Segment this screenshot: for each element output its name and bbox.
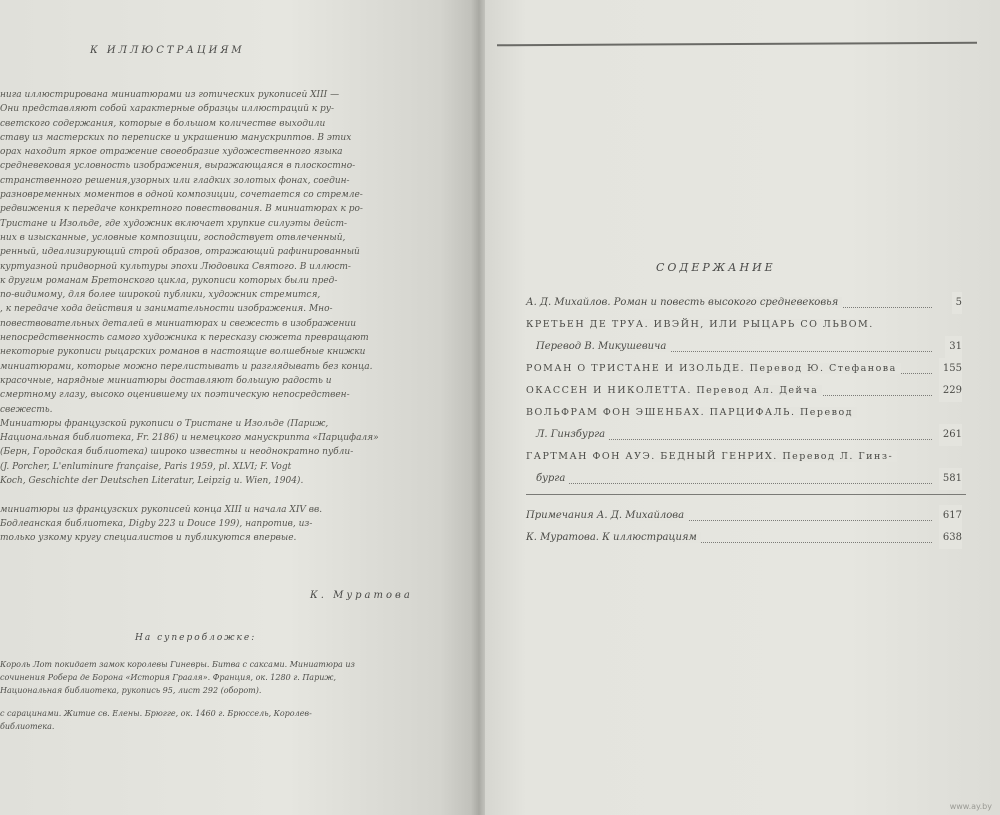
- body-line: повествовательных деталей в миниатюрах и свежесть в изображении: [0, 318, 356, 329]
- toc-page-number: 31: [945, 336, 962, 358]
- toc-separator: [526, 494, 966, 495]
- body-line: ставу из мастерских по переписке и украшению манускриптов. В этих: [0, 132, 352, 143]
- cover-note-line: Король Лот покидает замок королевы Гиневры. Битва с саксами. Миниатюра из: [0, 660, 355, 669]
- toc-entry-title: ВОЛЬФРАМ ФОН ЭШЕНБАХ. ПАРЦИФАЛЬ. Перевод: [526, 407, 857, 418]
- body-line: непосредственность самого художника к пересказу сюжета превращают: [0, 333, 369, 344]
- cover-note-line: с сарацинами. Житие св. Елены. Брюгге, ок. 1460 г. Брюссель, Королев-: [0, 709, 312, 718]
- toc-entry: [526, 505, 966, 527]
- body-line: (Берн, Городская библиотека) широко известны и неоднократно публи-: [0, 447, 354, 458]
- body-line: них в изысканные, условные композиции, господствует отвлеченный,: [0, 232, 346, 243]
- toc-title: СОДЕРЖАНИЕ: [656, 261, 776, 274]
- toc-entry: [526, 358, 966, 380]
- toc-page-number: 229: [939, 380, 962, 402]
- toc-entry-title: ОКАССЕН И НИКОЛЕТТА. Перевод Ал. Дейча: [526, 385, 822, 396]
- toc-entry: [526, 527, 966, 549]
- toc-entry-title: КРЕТЬЕН ДЕ ТРУА. ИВЭЙН, ИЛИ РЫЦАРЬ СО ЛЬВОМ.: [526, 319, 878, 330]
- toc-page-number: 617: [939, 505, 962, 527]
- toc-entry-title: бурга: [526, 473, 569, 484]
- body-line: светского содержания, которые в большом количестве выходили: [0, 118, 326, 129]
- cover-note-line: библиотека.: [0, 722, 55, 731]
- cover-note: [0, 658, 440, 733]
- body-line: миниатюры из французских рукописей конца XIII и начала XIV вв.: [0, 504, 323, 515]
- toc-entry: [526, 402, 966, 424]
- body-line: (J. Porcher, L'enluminure française, Paris 1959, pl. XLVI; F. Vogt: [0, 461, 292, 472]
- toc-page-number: 581: [939, 468, 962, 490]
- body-line: по-видимому, для более широкой публики, художник стремится,: [0, 290, 321, 301]
- body-line: миниатюрами, которые можно перелистывать и разглядывать без конца.: [0, 361, 373, 372]
- body-line: ренный, идеализирующий строй образов, отражающий рафинированный: [0, 247, 360, 258]
- body-line: редвижения к передаче конкретного повествования. В миниатюрах к ро-: [0, 204, 363, 215]
- body-line: [0, 488, 440, 502]
- cover-note-heading: На суперобложке:: [135, 633, 257, 643]
- cover-note-line: сочинения Робера де Борона «История Грааля». Франция, ок. 1280 г. Париж,: [0, 673, 336, 682]
- toc-entry-title: К. Муратова. К иллюстрациям: [526, 532, 701, 543]
- toc-dot-leader: [526, 483, 932, 484]
- toc-entry: [526, 424, 966, 446]
- toc-page-number: 155: [939, 358, 962, 380]
- body-line: разновременных моментов в одной композиции, сочетается со стремле-: [0, 190, 363, 201]
- author-signature: К. Муратова: [310, 590, 413, 601]
- body-line: только узкому кругу специалистов и публикуются впервые.: [0, 533, 297, 544]
- toc-entry: [526, 380, 966, 402]
- toc-entry-title: РОМАН О ТРИСТАНЕ И ИЗОЛЬДЕ. Перевод Ю. Стефанова: [526, 363, 901, 374]
- toc-entry-title: Л. Гинзбурга: [526, 429, 609, 440]
- body-line: Национальная библиотека, Fr. 2186) и немецкого манускрипта «Парцифаля»: [0, 433, 379, 444]
- toc-entry: [526, 314, 966, 336]
- body-line: Миниатюры французской рукописи о Тристане и Изольде (Париж,: [0, 418, 329, 429]
- watermark: www.ay.by: [949, 802, 992, 811]
- toc-entry-title: А. Д. Михайлов. Роман и повесть высокого средневековья: [526, 297, 842, 308]
- body-line: куртуазной придворной культуры эпохи Людовика Святого. В иллюст-: [0, 261, 351, 272]
- toc-page-number: 5: [952, 292, 962, 314]
- toc-entry-title: Примечания А. Д. Михайлова: [526, 510, 688, 521]
- body-line: свежесть.: [0, 404, 53, 415]
- toc-page-number: 638: [939, 527, 962, 549]
- toc-entry-title: Перевод В. Микушевича: [526, 341, 670, 352]
- body-line: средневековая условность изображения, выражающаяся в плоскостно-: [0, 161, 356, 172]
- body-line: орах находит яркое отражение своеобразие художественного языка: [0, 147, 343, 158]
- cover-note-line: Национальная библиотека, рукопись 95, лист 292 (оборот).: [0, 686, 262, 695]
- body-line: Они представляют собой характерные образцы иллюстраций к ру-: [0, 104, 335, 115]
- body-line: Koch, Geschichte der Deutschen Literatur, Leipzig u. Wien, 1904).: [0, 476, 304, 487]
- toc-page-number: 261: [939, 424, 962, 446]
- body-line: Бодлеанская библиотека, Digby 223 и Douce 199), напротив, из-: [0, 518, 313, 529]
- toc-entry: [526, 468, 966, 490]
- toc-entry: [526, 446, 966, 468]
- body-line: некоторые рукописи рыцарских романов в настоящие волшебные книжки: [0, 347, 366, 358]
- body-line: смертному глазу, высоко оценившему их поэтическую непосредствен-: [0, 390, 350, 401]
- body-line: красочные, нарядные миниатюры доставляют большую радость и: [0, 375, 332, 386]
- toc-entry: [526, 336, 966, 358]
- body-line: Тристане и Изольде, где художник включает хрупкие силуэты дейст-: [0, 218, 348, 229]
- toc-entry: [526, 292, 966, 314]
- body-line: нига иллюстрирована миниатюрами из готических рукописей XIII —: [0, 90, 340, 100]
- body-line: странственного решения,узорных или гладких золотых фонах, соедин-: [0, 175, 350, 186]
- table-of-contents: [526, 292, 966, 549]
- left-page-body: [0, 88, 440, 546]
- left-page-heading: К ИЛЛЮСТРАЦИЯМ: [90, 45, 245, 56]
- cover-note-line: [0, 697, 440, 707]
- body-line: к другим романам Бретонского цикла, рукописи которых были пред-: [0, 275, 338, 286]
- body-line: , к передаче хода действия и занимательности изображения. Мно-: [0, 304, 333, 315]
- toc-entry-title: ГАРТМАН ФОН АУЭ. БЕДНЫЙ ГЕНРИХ. Перевод Л. Гинз-: [526, 451, 897, 462]
- left-page: [0, 0, 478, 815]
